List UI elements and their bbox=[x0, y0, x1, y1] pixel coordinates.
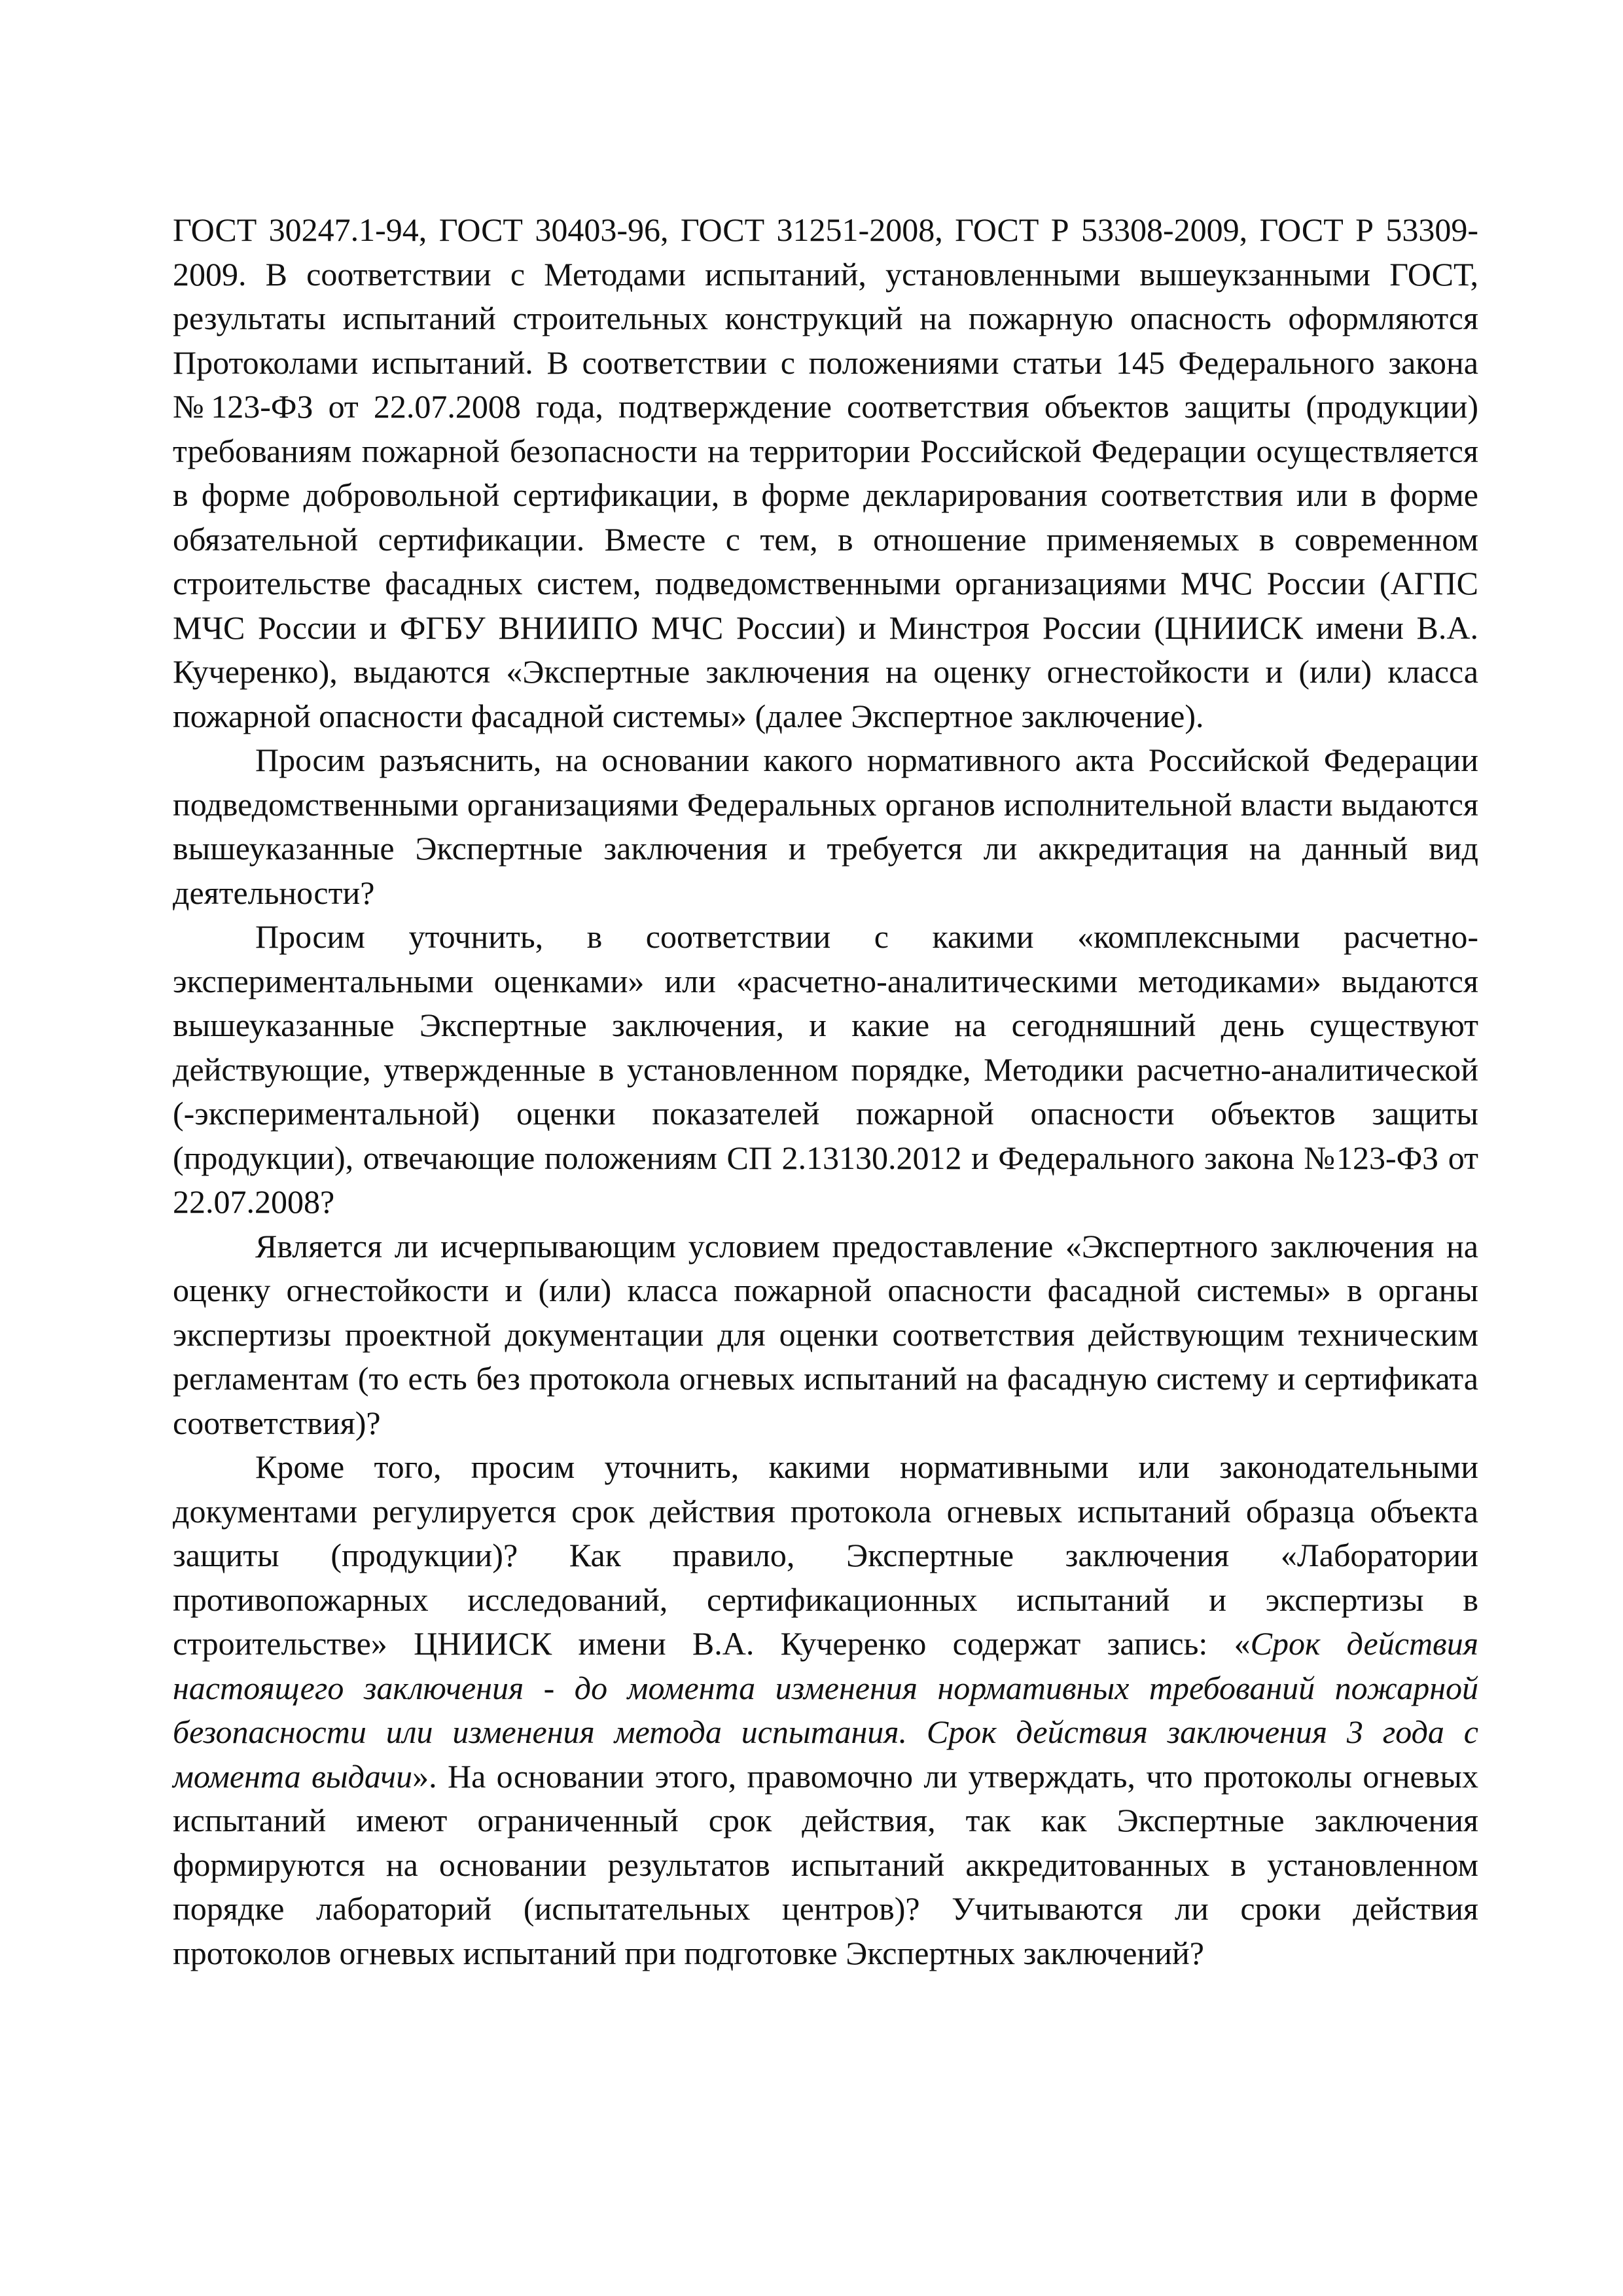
validity-quote-italic: Срок действия настоящего заключения - до момента изменения нормативных требований пожарной безопасности или изменения метода испытания. Срок действия заключения 3 года с момента выдачи bbox=[173, 1625, 1478, 1795]
paragraph-gost-references: ГОСТ 30247.1-94, ГОСТ 30403-96, ГОСТ 31251-2008, ГОСТ Р 53308-2009, ГОСТ Р 53309-2009. В соответствии с Методами испытаний, установленными вышеукзанными ГОСТ, результаты испытаний строительных конструкций на пожарную опасность оформляются Протоколами испытаний. В соответствии с положениями статьи 145 Федерального закона №123-ФЗ от 22.07.2008 года, подтверждение соответствия объектов защиты (продукции) требованиям пожарной безопасности на территории Российской Федерации осуществляется в форме добровольной сертификации, в форме декларирования соответствия или в форме обязательной сертификации. Вместе с тем, в отношение применяемых в современном строительстве фасадных систем, подведомственными организациями МЧС России (АГПС МЧС России и ФГБУ ВНИИПО МЧС России) и Минстроя России (ЦНИИСК имени В.А. Кучеренко), выдаются «Экспертные заключения на оценку огнестойкости и (или) класса пожарной опасности фасадной системы» (далее Экспертное заключение). bbox=[173, 211, 1478, 734]
validity-text-before: Кроме того, просим уточнить, какими нормативными или законодательными документами регулируется срок действия протокола огневых испытаний образца объекта защиты (продукции)? Как правило, Экспертные заключения «Лаборатории противопожарных исследований, сертификационных испытаний и экспертизы в строительстве» ЦНИИСК имени В.А. Кучеренко содержат запись: « bbox=[173, 1448, 1478, 1662]
paragraph-request-methods: Просим уточнить, в соответствии с какими «комплексными расчетно-экспериментальными оценками» или «расчетно-аналитическими методиками» выдаются вышеуказанные Экспертные заключения, и какие на сегодняшний день существуют действующие, утвержденные в установленном порядке, Методики расчетно-аналитической (-экспериментальной) оценки показателей пожарной опасности объектов защиты (продукции), отвечающие положениям СП 2.13130.2012 и Федерального закона №123-ФЗ от 22.07.2008? bbox=[173, 918, 1478, 1220]
document-body bbox=[173, 208, 1478, 1975]
paragraph-question-sufficiency: Является ли исчерпывающим условием предоставление «Экспертного заключения на оценку огнестойкости и (или) класса пожарной опасности фасадной системы» в органы экспертизы проектной документации для оценки соответствия действующим техническим регламентам (то есть без протокола огневых испытаний на фасадную систему и сертификата соответствия)? bbox=[173, 1227, 1478, 1441]
paragraph-request-legal-basis: Просим разъяснить, на основании какого нормативного акта Российской Федерации подведомственными организациями Федеральных органов исполнительной власти выдаются вышеуказанные Экспертные заключения и требуется ли аккредитация на данный вид деятельности? bbox=[173, 742, 1478, 911]
paragraph-validity-period bbox=[173, 1445, 1478, 1975]
validity-text-after: ». На основании этого, правомочно ли утверждать, что протоколы огневых испытаний имеют ограниченный срок действия, так как Экспертные заключения формируются на основании результатов испытаний аккредитованных в установленном порядке лабораторий (испытательных центров)? Учитываются ли сроки действия протоколов огневых испытаний при подготовке Экспертных заключений? bbox=[173, 1757, 1478, 1971]
